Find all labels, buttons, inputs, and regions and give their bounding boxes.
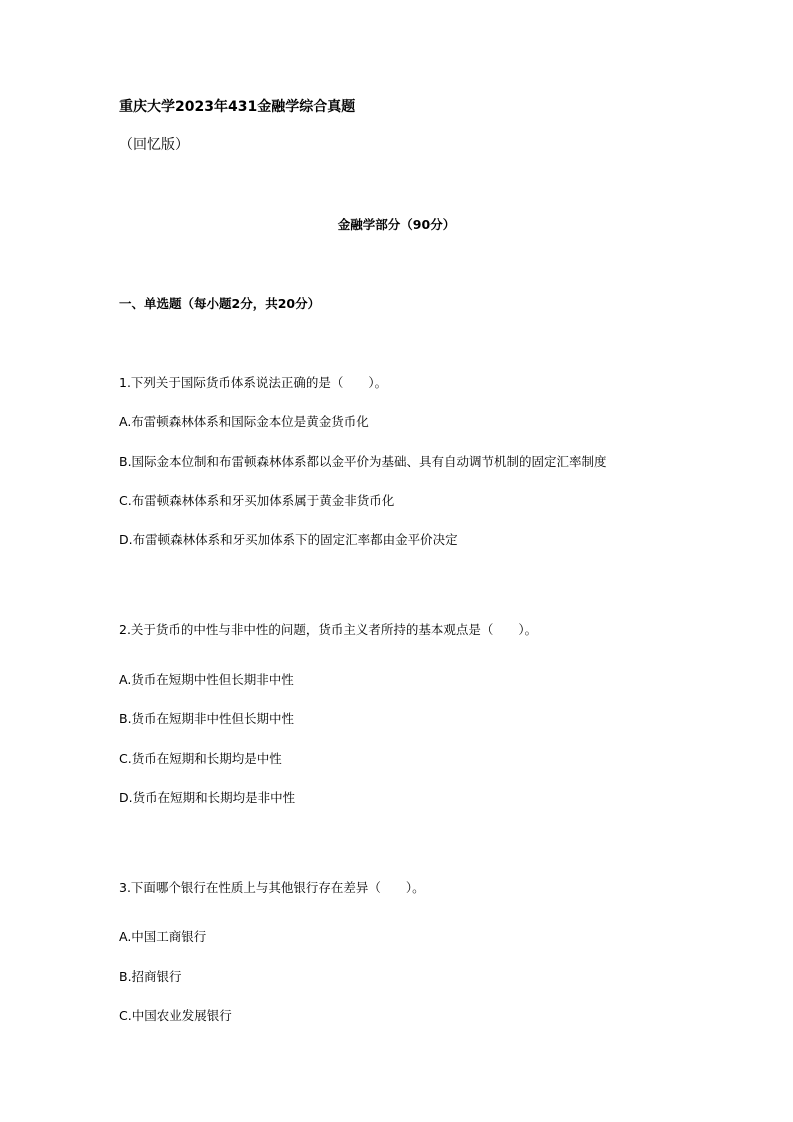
part-title: 一、单选题（每小题2分，共20分） (119, 296, 321, 311)
question-1-option-b: B.国际金本位制和布雷顿森林体系都以金平价为基础、具有自动调节机制的固定汇率制度 (119, 454, 607, 469)
question-1-option-a: A.布雷顿森林体系和国际金本位是黄金货币化 (119, 414, 369, 429)
question-2-stem: 2.关于货币的中性与非中性的问题，货币主义者所持的基本观点是（ ）。 (119, 622, 538, 637)
question-1-stem: 1.下列关于国际货币体系说法正确的是（ ）。 (119, 375, 388, 390)
question-1-option-c: C.布雷顿森林体系和牙买加体系属于黄金非货币化 (119, 493, 395, 508)
question-2-option-d: D.货币在短期和长期均是非中性 (119, 790, 296, 805)
question-1-option-d: D.布雷顿森林体系和牙买加体系下的固定汇率都由金平价决定 (119, 532, 458, 547)
question-2-option-b: B.货币在短期非中性但长期中性 (119, 711, 295, 726)
document-title: 重庆大学2023年431金融学综合真题 (119, 99, 356, 115)
question-3-option-c: C.中国农业发展银行 (119, 1008, 232, 1023)
question-2-option-c: C.货币在短期和长期均是中性 (119, 751, 282, 766)
section-title: 金融学部分（90分） (337, 217, 456, 232)
document-subtitle: （回忆版） (119, 137, 189, 153)
question-2-option-a: A.货币在短期中性但长期非中性 (119, 672, 294, 687)
question-3-option-b: B.招商银行 (119, 969, 182, 984)
question-3-stem: 3.下面哪个银行在性质上与其他银行存在差异（ ）。 (119, 880, 425, 895)
question-3-option-a: A.中国工商银行 (119, 929, 207, 944)
